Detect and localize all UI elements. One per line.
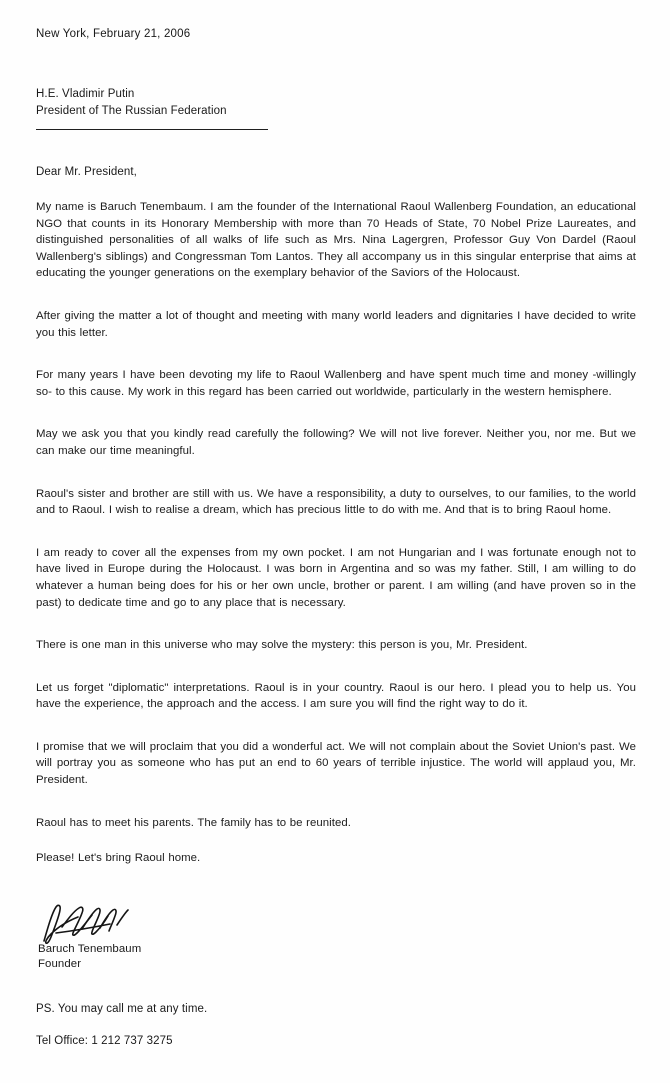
addressee-line-1: H.E. Vladimir Putin [36, 88, 135, 100]
signer-title: Founder [38, 957, 82, 970]
telephone-line: Tel Office: 1 212 737 3275 [36, 1034, 173, 1047]
postscript: PS. You may call me at any time. [36, 1002, 208, 1015]
paragraph-1: My name is Baruch Tenembaum. I am the founder of the International Raoul Wallenberg Foundation, an educational NGO that counts in its Honorary Membership with more than 70 Heads of State, 70 Nobel Prize Laureates, and distinguished personalities of all walks of life such as Mrs. Nina Lagergren, Professor Guy Von Dardel (Raoul Wallenberg's siblings) and Congressman Tom Lantos. They all accompany us in this singular enterprise that aims at educating the younger generations on the exemplary behavior of the Saviors of the Holocaust. [36, 201, 636, 280]
paragraph-2: After giving the matter a lot of thought and meeting with many world leaders and dignitaries I have decided to write you this letter. [36, 309, 636, 339]
letter-body [36, 24, 636, 1047]
addressee-line-2: President of The Russian Federation [36, 105, 227, 117]
addressee-block [36, 86, 636, 130]
place-and-date: New York, February 21, 2006 [36, 28, 191, 40]
paragraph-8: Let us forget "diplomatic" interpretations. Raoul is in your country. Raoul is our hero. I plead you to help us. You have the experience, the approach and the access. I am sure you will find the right way to do it. [36, 681, 636, 711]
paragraph-6: I am ready to cover all the expenses from my own pocket. I am not Hungarian and I was fortunate enough not to have lived in Europe during the Holocaust. I was born in Argentina and so was my father. Still, I am willing to do whatever a human being does for his or her own uncle, brother or parent. I am willing (and have proven so in the past) to dedicate time and go to any place that is necessary. [36, 546, 636, 609]
underline-divider [36, 129, 268, 130]
paragraph-3: For many years I have been devoting my life to Raoul Wallenberg and have spent much time and money -willingly so- to this cause. My work in this regard has been carried out worldwide, particularly in the western hemisphere. [36, 369, 636, 398]
salutation: Dear Mr. President, [36, 166, 137, 178]
paragraph-9: I promise that we will proclaim that you did a wonderful act. We will not complain about the Soviet Union's past. We will portray you as someone who has put an end to 60 years of terrible injustice. The world will applaud you, Mr. President. [36, 740, 636, 787]
paragraph-11: Please! Let's bring Raoul home. [36, 852, 201, 865]
handwritten-signature-icon [38, 897, 158, 949]
signature-block [36, 901, 636, 970]
paragraph-7: There is one man in this universe who may solve the mystery: this person is you, Mr. President. [36, 639, 528, 652]
paragraph-10: Raoul has to meet his parents. The family has to be reunited. [36, 816, 351, 829]
signer-name: Baruch Tenembaum [38, 942, 142, 955]
paragraph-4: May we ask you that you kindly read carefully the following? We will not live forever. Neither you, nor me. But we can make our time meaningful. [36, 428, 636, 457]
paragraph-5: Raoul's sister and brother are still with us. We have a responsibility, a duty to ourselves, to our families, to the world and to Raoul. I wish to realise a dream, which has precious little to do with me. And that is to bring Raoul home. [36, 487, 636, 517]
